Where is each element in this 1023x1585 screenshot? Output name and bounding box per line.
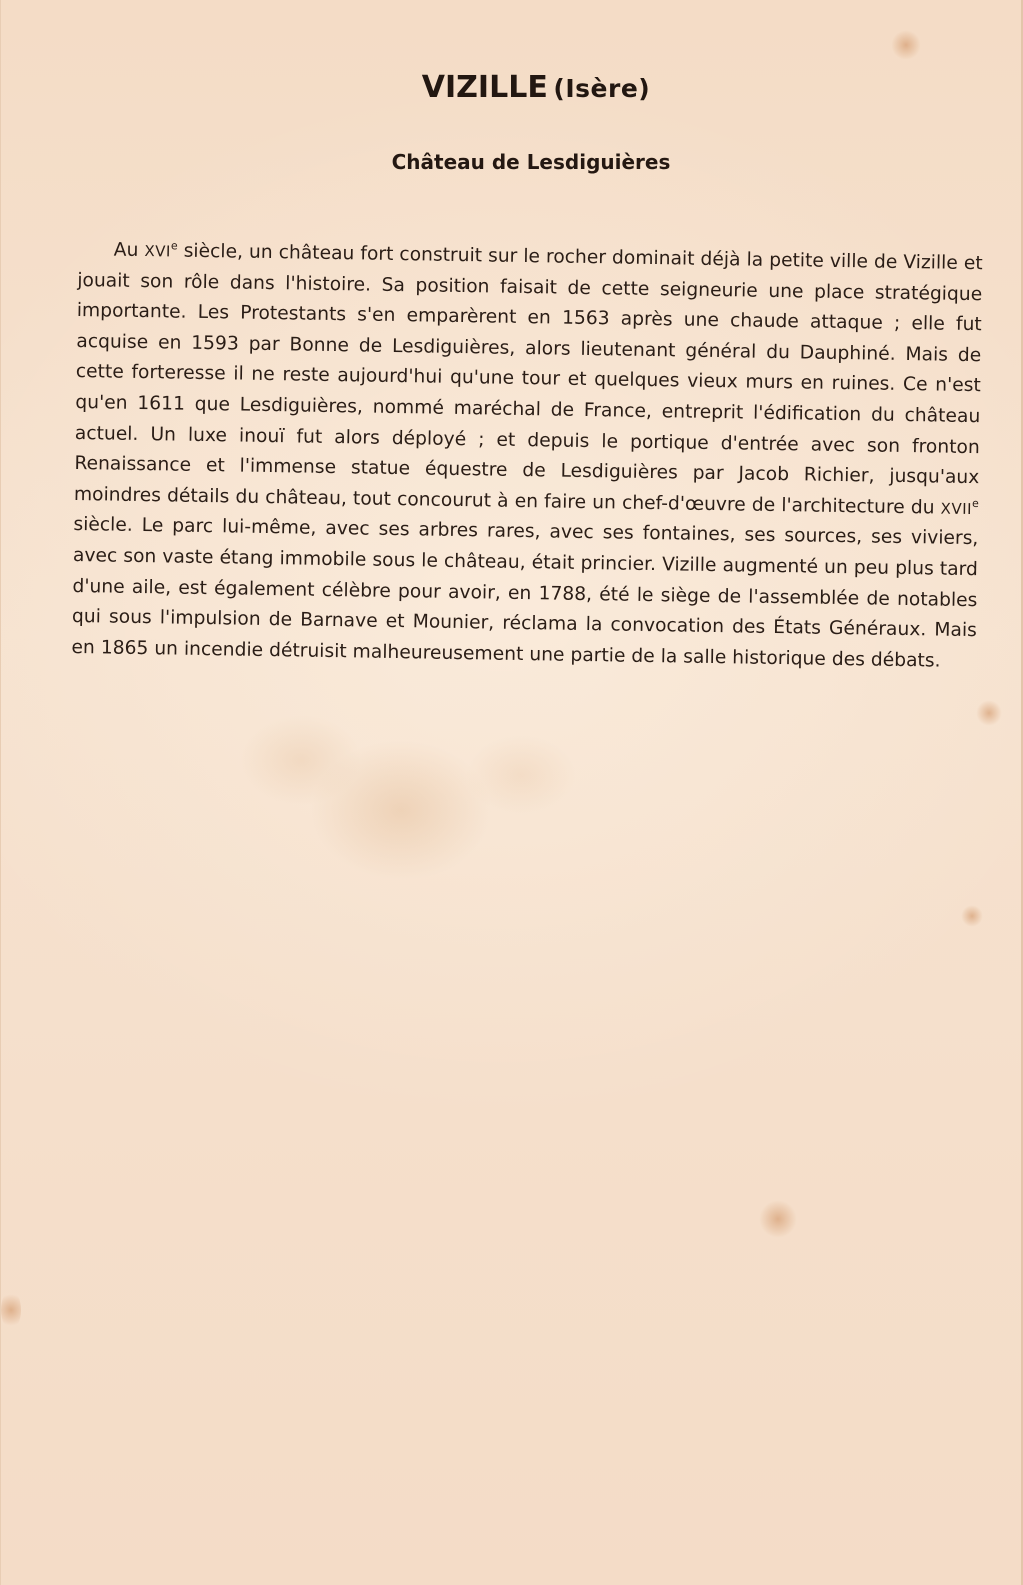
- paragraph-text: siècle, un château fort construit sur le rocher dominait déjà la petite ville de Vizille et jouait son rôle dans l'histoire. Sa position faisait de cette seigneurie une place stratégique importante. Les Protestants s'en emparèrent en 1563 après une chaude attaque ; elle fut acquise en 1593 par Bonne de Lesdiguières, alors lieutenant général du Dauphiné. Mais de cette forteresse il ne reste aujourd'hui qu'une tour et quelques vieux murs en ruines. Ce n'est qu'en 1611 que Lesdiguières, nommé maréchal de France, entreprit l'édification du château actuel. Un luxe inouï fut alors déployé ; et depuis le portique d'entrée avec son fronton Renaissance et l'immense statue équestre de Lesdiguières par Jacob Richier, jusqu'aux moindres détails du château, tout concourut à en faire un chef-d'œuvre de l'architecture du: [73, 240, 983, 519]
- page-subtitle: Château de Lesdiguières: [391, 150, 671, 174]
- title-place: VIZILLE: [421, 70, 548, 105]
- page-title: [1, 70, 1023, 105]
- foxing-spot: [759, 1200, 797, 1238]
- foxing-spot: [976, 700, 1002, 726]
- foxing-spot: [1, 1290, 21, 1330]
- description-paragraph: [71, 235, 983, 677]
- paragraph-text: siècle. Le parc lui-même, avec ses arbres rares, avec ses fontaines, ses sources, ses viviers, avec son vaste étang immobile sous le château, était princier. Vizille augmenté un peu plus tard d'une aile, est également célèbre pour avoir, en 1788, été le siège de l'assemblée de notables qui sous l'impulsion de Barnave et Mounier, réclama la convocation des États Généraux. Mais en 1865 un incendie détruisit malheureusement une partie de la salle historique des débats.: [71, 514, 979, 672]
- foxing-spot: [891, 30, 921, 60]
- century-numeral: XVI: [144, 242, 172, 261]
- foxing-spot: [961, 905, 983, 927]
- century-superscript: e: [972, 496, 980, 510]
- title-region: (Isère): [553, 74, 651, 103]
- century-numeral: XVII: [940, 499, 973, 518]
- paragraph-text: Au: [113, 239, 145, 262]
- century-superscript: e: [170, 239, 178, 253]
